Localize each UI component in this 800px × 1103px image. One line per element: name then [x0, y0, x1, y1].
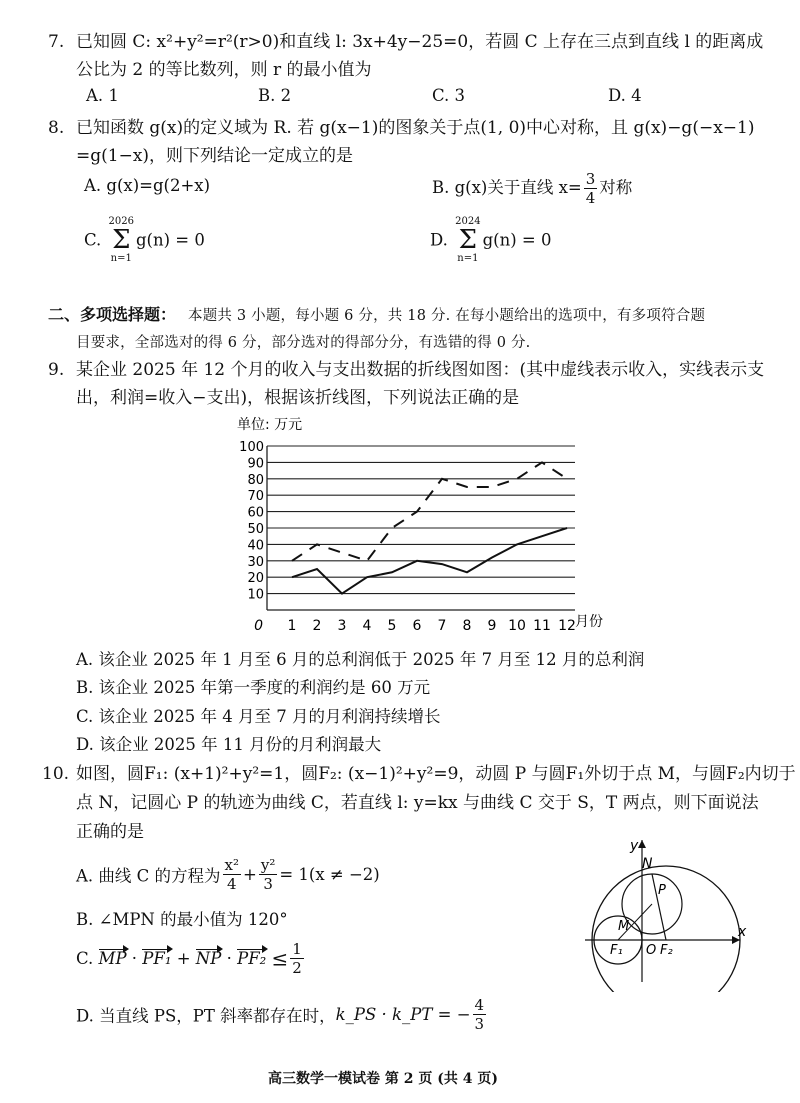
option-a: A. 1: [86, 86, 119, 105]
question-text: 出，利润=收入−支出)，根据该折线图，下列说法正确的是: [76, 388, 520, 408]
chart-title: 单位: 万元: [237, 417, 303, 433]
x-tick-label: 7: [437, 618, 447, 634]
point-n-label: N: [642, 856, 653, 872]
option-b: B. ∠MPN 的最小值为 120°: [76, 910, 288, 929]
y-axis-label: y: [630, 838, 639, 854]
y-tick-label: 100: [239, 440, 264, 455]
x-tick-label: 5: [387, 618, 397, 634]
x-tick-label: 1: [287, 618, 297, 634]
page-footer: 高三数学一模试卷 第 2 页 (共 4 页): [268, 1071, 498, 1087]
option-a: A. 曲线 C 的方程为 $\frac{\text{x²}}{4}$ + $\frac{\text{y²}}{3}$ = 1(x ≠ −2): [76, 856, 380, 893]
option-c: C. 2026 Σ n=1 g(n) = 0: [84, 216, 205, 264]
summation-symbol: 2026 Σ n=1: [108, 216, 134, 264]
x-tick-label: 9: [487, 618, 497, 634]
chart-grid: [267, 446, 575, 610]
option-b: B. 该企业 2025 年第一季度的利润约是 60 万元: [76, 678, 431, 697]
option-d: D. 2024 Σ n=1 g(n) = 0: [430, 216, 552, 264]
y-tick-label: 20: [247, 571, 264, 587]
question-number: 10.: [42, 764, 70, 784]
x-axis-label: 月份: [575, 614, 603, 630]
x-tick-label: 2: [312, 618, 322, 634]
y-tick-label: 80: [247, 472, 264, 488]
section-instructions: 目要求，全部选对的得 6 分，部分选对的得部分分，有选错的得 0 分.: [76, 335, 531, 351]
option-d: D. 该企业 2025 年 11 月份的月利润最大: [76, 735, 382, 754]
option-c: C. 3: [432, 86, 466, 105]
question-text: 如图，圆F₁: (x+1)²+y²=1，圆F₂: (x−1)²+y²=9，动圆 P 与圆F₁外切于点 M，与圆F₂内切于: [76, 764, 796, 784]
y-tick-label: 50: [247, 522, 264, 537]
x-tick-label: 10: [508, 618, 526, 634]
option-b: B. g(x)关于直线 x= $\frac{3}{4}$ 对称: [432, 170, 633, 207]
question-text: 公比为 2 的等比数列，则 r 的最小值为: [76, 60, 372, 80]
y-tick-label: 40: [247, 538, 264, 554]
x-tick-label: 4: [362, 618, 372, 634]
point-f2-label: F₂: [660, 943, 673, 958]
option-c: C. MP · PF₁ + NP · PF₂ ≤ $\frac{1}{2}$: [76, 940, 302, 977]
question-text: 点 N，记圆心 P 的轨迹为曲线 C，若直线 l: y=kx 与曲线 C 交于 S，T 两点，则下面说法: [76, 793, 759, 813]
question-text: 正确的是: [76, 822, 144, 842]
section-instructions: 本题共 3 小题，每小题 6 分，共 18 分. 在每小题给出的选项中，有多项符合题: [188, 308, 706, 324]
y-tick-label: 70: [247, 489, 264, 505]
y-tick-label: 10: [247, 587, 264, 603]
x-tick-label: 8: [462, 618, 472, 634]
x-tick-label: 12: [558, 618, 576, 634]
question-text: =g(1−x)，则下列结论一定成立的是: [76, 146, 354, 166]
question-text: 已知函数 g(x)的定义域为 R. 若 g(x−1)的图象关于点(1, 0)中心对称，且 g(x)−g(−x−1): [76, 118, 755, 138]
question-text: 某企业 2025 年 12 个月的收入与支出数据的折线图如图：(其中虚线表示收入，实线表示支: [76, 360, 765, 380]
x-tick-label: 0: [254, 618, 263, 634]
summation-symbol: 2024 Σ n=1: [455, 216, 481, 264]
option-d: D. 4: [608, 86, 642, 105]
x-axis-label: x: [738, 924, 747, 940]
point-p-label: P: [658, 883, 666, 898]
line-chart: [230, 410, 610, 638]
question-number: 9.: [48, 360, 65, 380]
y-axis-arrow: [638, 840, 646, 848]
y-tick-label: 90: [247, 456, 264, 472]
option-b: B. 2: [258, 86, 292, 105]
point-f1-label: F₁: [610, 943, 623, 958]
x-axis-ticks: [254, 618, 576, 634]
question-number: 8.: [48, 118, 65, 138]
x-tick-label: 3: [337, 618, 347, 634]
section-title: 二、多项选择题：: [48, 305, 177, 324]
option-d: D. 当直线 PS，PT 斜率都存在时，k_PS · k_PT = − $\frac{4}{3}$: [76, 996, 485, 1033]
question-text: 已知圆 C: x²+y²=r²(r>0)和直线 l: 3x+4y−25=0，若圆 C 上存在三点到直线 l 的距离成: [76, 32, 764, 52]
fraction: $\frac{3}{4}$: [585, 170, 596, 207]
y-tick-label: 60: [247, 505, 264, 521]
question-number: 7.: [48, 32, 65, 52]
option-a: A. 该企业 2025 年 1 月至 6 月的总利润低于 2025 年 7 月至 12 月的总利润: [76, 650, 645, 669]
circles-figure: [580, 832, 770, 992]
x-tick-label: 6: [412, 618, 422, 634]
point-m-label: M: [618, 919, 630, 934]
x-tick-label: 11: [533, 618, 551, 634]
circle-f2: [592, 866, 740, 992]
y-tick-label: 30: [247, 554, 264, 570]
option-c: C. 该企业 2025 年 4 月至 7 月的月利润持续增长: [76, 707, 441, 726]
option-a: A. g(x)=g(2+x): [84, 176, 211, 195]
y-axis-ticks: [239, 440, 264, 603]
origin-label: O: [646, 943, 657, 958]
